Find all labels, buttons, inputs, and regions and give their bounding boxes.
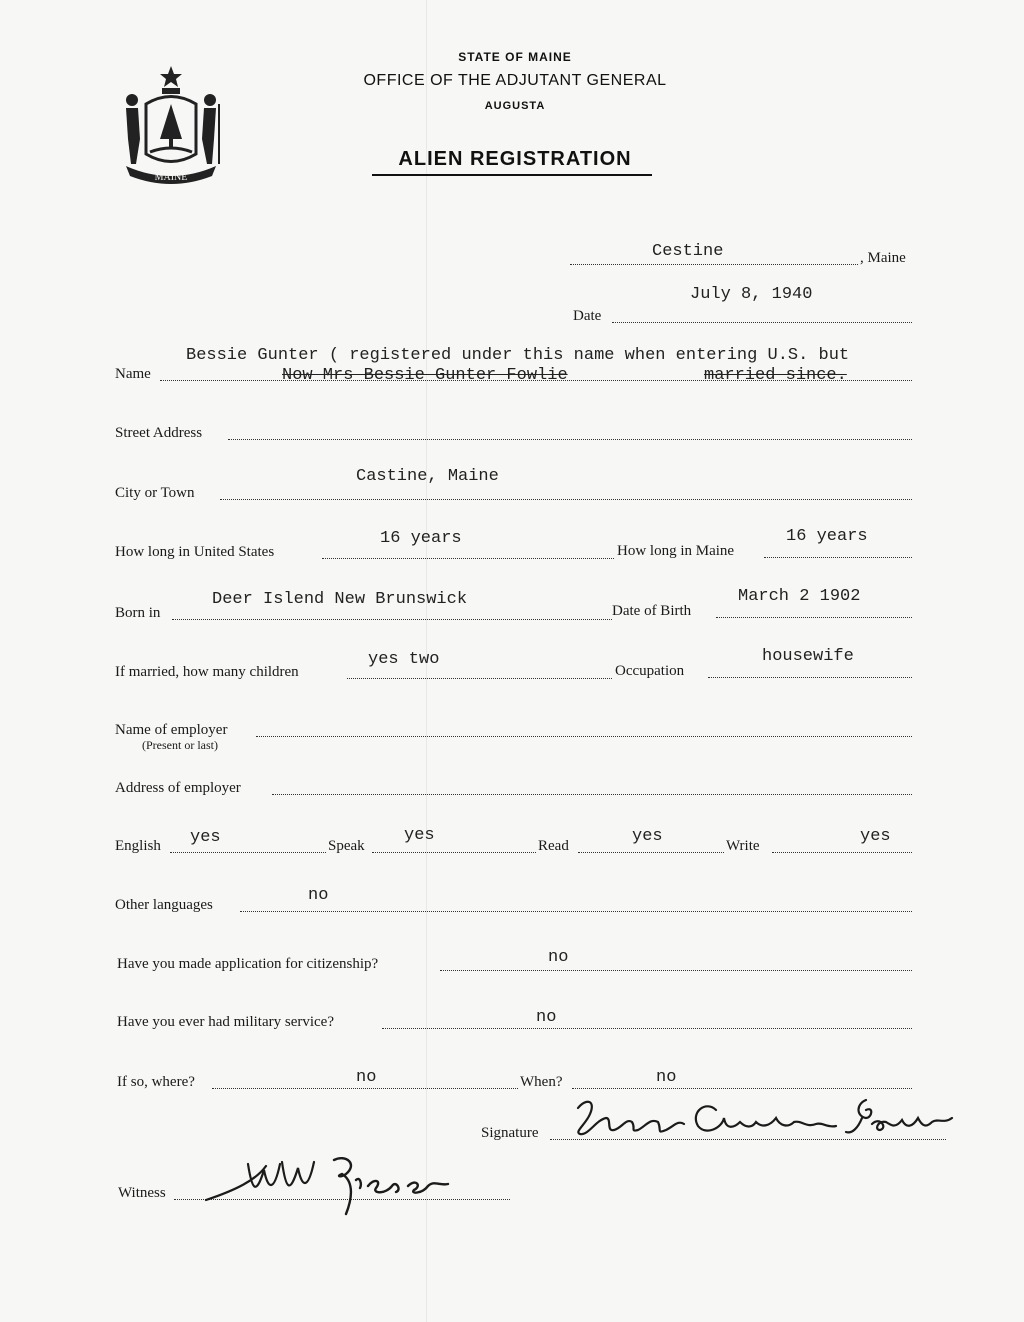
military-value: no bbox=[536, 1008, 557, 1027]
citizenship-line bbox=[440, 970, 912, 971]
street-label: Street Address bbox=[115, 425, 203, 441]
english-line bbox=[170, 852, 326, 853]
english-label: English bbox=[115, 838, 161, 854]
read-value: yes bbox=[632, 827, 663, 846]
employer-label: Name of employer bbox=[115, 722, 228, 738]
signature-label: Signature bbox=[481, 1125, 539, 1141]
occupation-value: housewife bbox=[762, 647, 854, 666]
town-value: Cestine bbox=[652, 242, 724, 261]
military-label: Have you ever had military service? bbox=[117, 1014, 334, 1030]
employer-line bbox=[256, 736, 912, 737]
header-city: AUGUSTA bbox=[484, 100, 546, 112]
dob-label: Date of Birth bbox=[612, 603, 692, 619]
other-languages-value: no bbox=[308, 886, 329, 905]
how-long-us-line bbox=[322, 558, 614, 559]
military-line bbox=[382, 1028, 912, 1029]
how-long-me-label: How long in Maine bbox=[617, 543, 735, 559]
speak-line bbox=[372, 852, 536, 853]
other-languages-label: Other languages bbox=[115, 897, 213, 913]
witness-handwriting bbox=[196, 1150, 468, 1218]
where-line bbox=[212, 1088, 518, 1089]
speak-label: Speak bbox=[328, 838, 365, 854]
name-value-line1: Bessie Gunter ( registered under this name when entering U.S. but bbox=[186, 346, 850, 365]
occupation-label: Occupation bbox=[615, 663, 685, 679]
employer-address-line bbox=[272, 794, 912, 795]
other-languages-line bbox=[240, 911, 912, 912]
name-value-line2b: married since. bbox=[704, 366, 847, 385]
occupation-line bbox=[708, 677, 912, 678]
dob-line bbox=[716, 617, 912, 618]
city-label: City or Town bbox=[115, 485, 195, 501]
write-label: Write bbox=[726, 838, 760, 854]
date-line bbox=[612, 322, 912, 323]
when-label: When? bbox=[520, 1074, 563, 1090]
how-long-me-value: 16 years bbox=[786, 527, 868, 546]
date-label: Date bbox=[573, 308, 602, 324]
born-in-label: Born in bbox=[115, 605, 161, 621]
citizenship-label: Have you made application for citizenship? bbox=[117, 956, 379, 972]
read-label: Read bbox=[538, 838, 569, 854]
children-value: yes two bbox=[368, 650, 440, 669]
read-line bbox=[578, 852, 724, 853]
write-line bbox=[772, 852, 912, 853]
town-line bbox=[570, 264, 858, 265]
children-line bbox=[347, 678, 612, 679]
english-value: yes bbox=[190, 828, 221, 847]
maine-seal-icon bbox=[116, 64, 226, 188]
when-value: no bbox=[656, 1068, 677, 1087]
witness-label: Witness bbox=[118, 1185, 166, 1201]
where-value: no bbox=[356, 1068, 377, 1087]
born-in-value: Deer Islend New Brunswick bbox=[212, 590, 468, 609]
form-title: ALIEN REGISTRATION bbox=[398, 148, 632, 170]
svg-text:MAINE: MAINE bbox=[154, 172, 188, 183]
name-value-line2a: Now Mrs Bessie Gunter Fowlie bbox=[282, 366, 568, 385]
employer-sublabel: (Present or last) bbox=[142, 738, 218, 752]
header-office: OFFICE OF THE ADJUTANT GENERAL bbox=[363, 72, 667, 89]
write-value: yes bbox=[860, 827, 891, 846]
city-line bbox=[220, 499, 912, 500]
speak-value: yes bbox=[404, 826, 435, 845]
date-value: July 8, 1940 bbox=[690, 285, 813, 304]
header-state: STATE OF MAINE bbox=[458, 50, 572, 64]
how-long-us-value: 16 years bbox=[380, 529, 462, 548]
title-underline bbox=[372, 174, 652, 176]
children-label: If married, how many children bbox=[115, 664, 299, 680]
maine-label: , Maine bbox=[860, 250, 906, 266]
where-label: If so, where? bbox=[117, 1074, 195, 1090]
how-long-us-label: How long in United States bbox=[115, 544, 275, 560]
citizenship-value: no bbox=[548, 948, 569, 967]
dob-value: March 2 1902 bbox=[738, 587, 861, 606]
street-line bbox=[228, 439, 912, 440]
born-in-line bbox=[172, 619, 612, 620]
city-value: Castine, Maine bbox=[356, 467, 499, 486]
name-label: Name bbox=[115, 366, 151, 382]
how-long-me-line bbox=[764, 557, 912, 558]
signature-handwriting bbox=[566, 1088, 962, 1152]
employer-address-label: Address of employer bbox=[115, 780, 241, 796]
